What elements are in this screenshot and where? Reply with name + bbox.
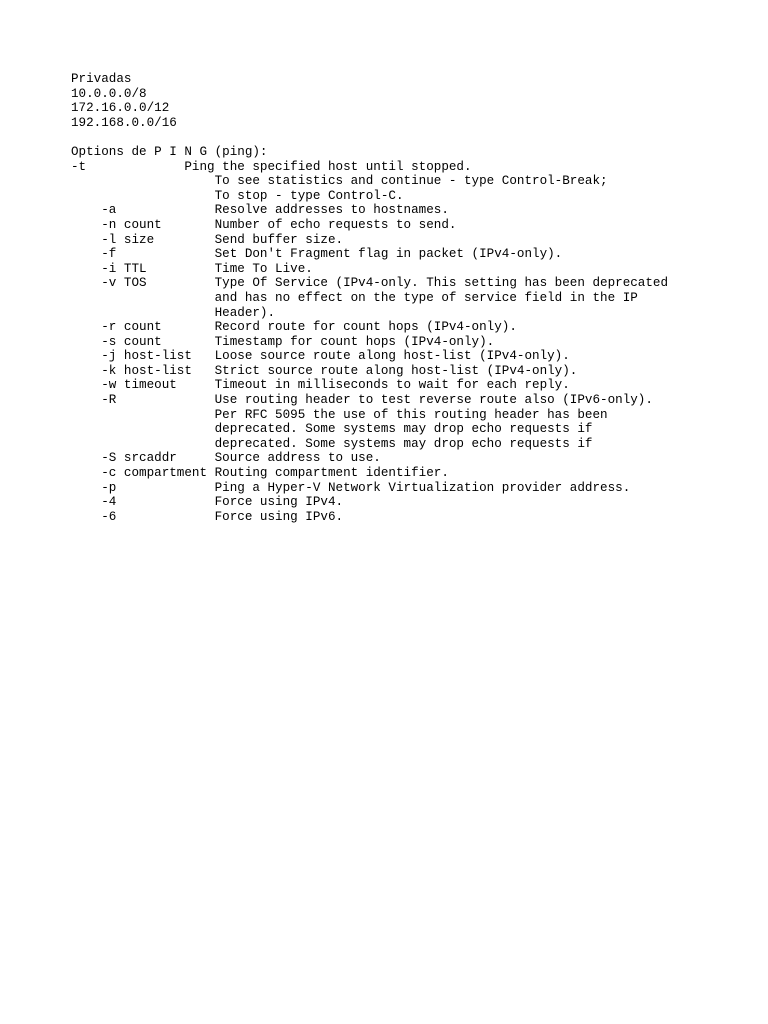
option-line: -p Ping a Hyper-V Network Virtualization provider address. (71, 480, 631, 495)
option-line: -S srcaddr Source address to use. (71, 451, 381, 466)
options-heading: Options de P I N G (ping): (71, 144, 268, 159)
option-line: To see statistics and continue - type Control-Break; (71, 174, 608, 189)
option-line: -l size Send buffer size. (71, 232, 344, 247)
blank-line (71, 130, 751, 145)
option-line: -c compartment Routing compartment identifier. (71, 466, 449, 481)
private-heading: Privadas (71, 72, 132, 86)
private-range-line: 10.0.0.0/8 (71, 86, 147, 101)
option-line: -k host-list Strict source route along host-list (IPv4-only). (71, 363, 578, 378)
option-line: Per RFC 5095 the use of this routing header has been (71, 407, 608, 422)
private-range-line: 172.16.0.0/12 (71, 101, 170, 116)
option-line: -s count Timestamp for count hops (IPv4-only). (71, 334, 495, 349)
options-list (71, 160, 751, 525)
option-line: To stop - type Control-C. (71, 188, 404, 203)
option-line: Header). (71, 305, 276, 320)
option-line: -R Use routing header to test reverse route also (IPv6-only). (71, 393, 653, 408)
option-line: deprecated. Some systems may drop echo requests if (71, 422, 593, 437)
option-line: -n count Number of echo requests to send. (71, 217, 457, 232)
option-line: and has no effect on the type of service field in the IP (71, 290, 638, 305)
option-line: -6 Force using IPv6. (71, 509, 344, 524)
option-line: -v TOS Type Of Service (IPv4-only. This setting has been deprecated (71, 276, 669, 291)
document-page (71, 72, 751, 524)
option-line: -w timeout Timeout in milliseconds to wait for each reply. (71, 378, 570, 393)
private-range-line: 192.168.0.0/16 (71, 115, 177, 130)
option-line: -4 Force using IPv4. (71, 495, 344, 510)
option-line: -t Ping the specified host until stopped. (71, 159, 472, 174)
option-line: -i TTL Time To Live. (71, 261, 313, 276)
option-line: deprecated. Some systems may drop echo requests if (71, 436, 593, 451)
option-line: -r count Record route for count hops (IPv4-only). (71, 320, 517, 335)
option-line: -a Resolve addresses to hostnames. (71, 203, 449, 218)
option-line: -f Set Don't Fragment flag in packet (IPv4-only). (71, 247, 563, 262)
option-line: -j host-list Loose source route along host-list (IPv4-only). (71, 349, 570, 364)
